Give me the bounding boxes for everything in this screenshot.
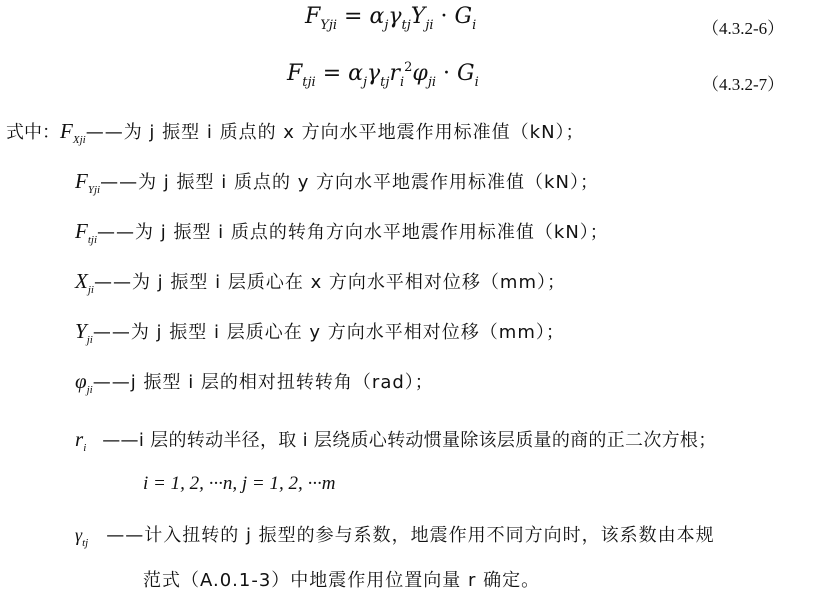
- definition-row-fy: [75, 168, 599, 196]
- symbol-fyji: $F_{Yji}$: [75, 169, 101, 196]
- definition-row-r: [75, 426, 717, 454]
- definition-text: ——j 振型 i 层的相对扭转转角（rad）；: [92, 372, 434, 393]
- definition-row-y: [75, 318, 565, 346]
- symbol-xji: $X_{ji}$: [75, 269, 94, 296]
- symbol-gammatj: $\gamma_{tj}$: [75, 525, 89, 549]
- definition-text: ——i 层的转动半径，取 i 层绕质心转动惯量除该层质量的商的正二次方根；: [102, 430, 717, 451]
- definition-text: ——为 j 振型 i 质点的 y 方向水平地震作用标准值（kN）；: [100, 172, 599, 193]
- continuation-text: 范式（A.0.1-3）中地震作用位置向量 r 确定。: [143, 570, 541, 591]
- intro-label: 式中：: [6, 122, 60, 143]
- symbol-yji: $Y_{ji}$: [75, 319, 93, 346]
- symbol-fxji: $F_{Xji}$: [60, 119, 86, 146]
- definition-row-gamma: [75, 521, 715, 549]
- equation-number: （4.3.2-6）: [702, 19, 785, 38]
- definition-row-ft: [75, 218, 609, 246]
- definition-text: ——为 j 振型 i 层质心在 x 方向水平相对位移（mm）；: [93, 272, 567, 293]
- index-range: i = 1, 2, ···n, j = 1, 2, ···m: [143, 473, 336, 494]
- definition-text: ——为 j 振型 i 层质心在 y 方向水平相对位移（mm）；: [92, 322, 565, 343]
- symbol-ftji: $F_{tji}$: [75, 219, 98, 246]
- equation-4-3-2-7: $F_{tji} = \alpha_j\gamma_{tj}r_i^2\varphi_{ji} \cdot G_i$: [287, 60, 479, 90]
- definition-row-phi: [75, 368, 434, 396]
- symbol-phiji: $\varphi_{ji}$: [75, 369, 93, 396]
- definition-row-fx: [6, 118, 585, 146]
- equation-number: （4.3.2-7）: [702, 75, 785, 94]
- definition-text: ——计入扭转的 j 振型的参与系数，地震作用不同方向时，该系数由本规: [106, 525, 715, 546]
- definition-text: ——为 j 振型 i 质点的 x 方向水平地震作用标准值（kN）；: [85, 122, 585, 143]
- definition-row-x: [75, 268, 566, 296]
- definition-text: ——为 j 振型 i 质点的转角方向水平地震作用标准值（kN）；: [97, 222, 609, 243]
- equation-4-3-2-6: $F_{Yji} = \alpha_j\gamma_{tj}Y_{ji} \cdot G_i$: [305, 4, 477, 33]
- symbol-ri: $r_i$: [75, 427, 87, 454]
